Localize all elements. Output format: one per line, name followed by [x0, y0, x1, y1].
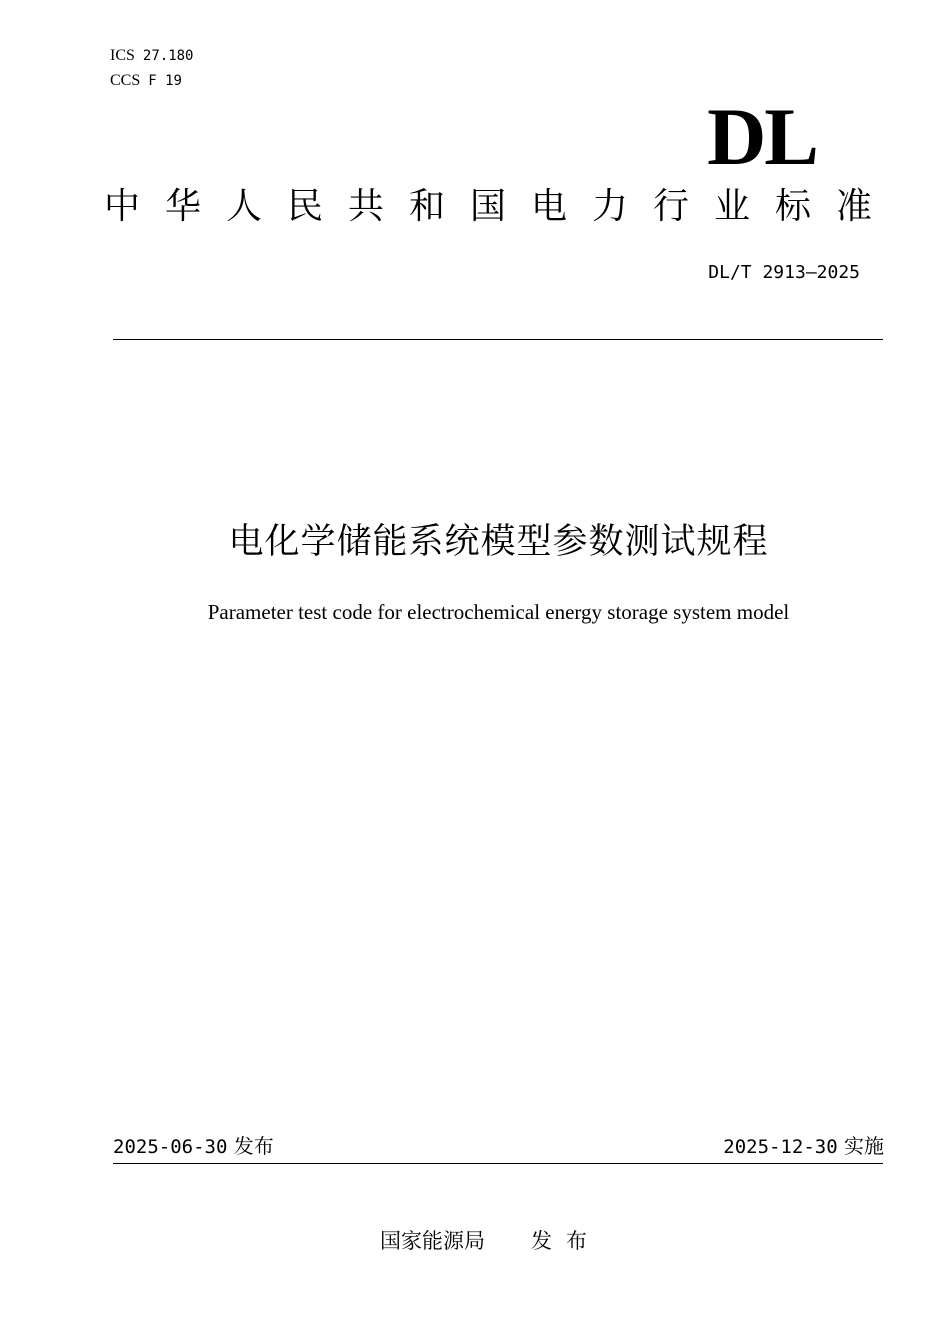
bottom-divider	[113, 1163, 883, 1164]
ccs-code: F 19	[148, 73, 182, 89]
implement-date: 2025-12-30	[723, 1136, 838, 1158]
document-title-en: Parameter test code for electrochemical energy storage system model	[207, 600, 790, 624]
ccs-classification	[110, 72, 182, 90]
ics-label: ICS	[110, 47, 135, 64]
issuer-line	[380, 1227, 601, 1255]
ics-classification	[110, 47, 193, 65]
issue-date-line	[113, 1133, 274, 1160]
issuer-action: 发布	[531, 1229, 601, 1253]
top-divider	[113, 339, 883, 340]
issuer-name: 国家能源局	[380, 1229, 485, 1253]
issue-date: 2025-06-30	[113, 1136, 228, 1158]
implement-date-line	[723, 1133, 884, 1160]
implement-label: 实施	[844, 1134, 884, 1158]
document-title-zh: 电化学储能系统模型参数测试规程	[228, 522, 769, 562]
ccs-label: CCS	[110, 72, 141, 89]
ics-code: 27.180	[142, 48, 194, 64]
standard-mark: DL	[707, 91, 817, 182]
industry-standard-heading: 中华人民共和国电力行业标准	[104, 186, 898, 227]
standard-number: DL/T 2913—2025	[708, 262, 860, 283]
issue-label: 发布	[233, 1134, 274, 1158]
